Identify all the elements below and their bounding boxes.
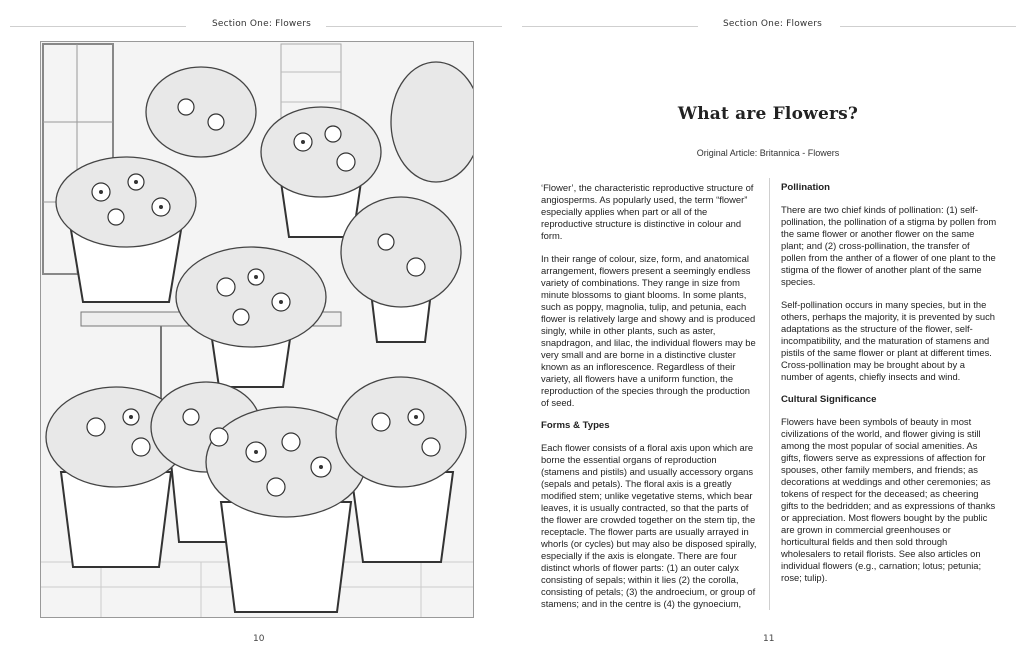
flower-pots-illustration (40, 41, 474, 618)
paragraph: Each flower consists of a floral axis upon which are borne the essential organs of reproduction (stamens and pistils) and usually accessory organs (sepals and petals). The floral axis is a greatly modified stem; unlike vegetative stems, which bear leaves, it is usually contracted, so that the parts of the flower are crowded together on the stem tip, the receptacle. The flower parts are usually arrayed in whorls (or cycles) but may also be disposed spirally, especially if the axis is elongate. There are four distinct whorls of flower parts: (1) an outer calyx consisting of sepals; within it lies (2) the corolla, consisting of petals; (3) the androecium, or group of stamens; and in the centre is (4) the gynoecium, (541, 442, 757, 609)
running-header: Section One: Flowers (723, 19, 822, 29)
paragraph: There are two chief kinds of pollination: (1) self-pollination, the pollination of a stigma by pollen from the same flower or another flower on the same plant; and (2) cross-pollination, the transfer of pollen from the anther of a flower of one plant to the stigma of the flower of another plant of the same species. (781, 204, 997, 287)
page-number: 11 (763, 634, 775, 644)
header-rule (522, 26, 698, 27)
paragraph: Self-pollination occurs in many species, but in the others, perhaps the majority, it is prevented by such adaptations as the structure of the flower, self-incompatibility, and the maturation of stamens and pistils of the same flower or plant at different times. Cross-pollination may be brought about by a number of agents, chiefly insects and wind. (781, 299, 995, 382)
section-heading-cultural-significance: Cultural Significance (781, 394, 877, 405)
header-rule (10, 26, 186, 27)
header-rule (326, 26, 502, 27)
right-page (512, 0, 1024, 662)
running-header: Section One: Flowers (212, 19, 311, 29)
page-number: 10 (253, 634, 265, 644)
paragraph: In their range of colour, size, form, and anatomical arrangement, flowers present a seemingly endless variety of combinations. They range in size from minute blossoms to giant blooms. In some plants, such as poppy, magnolia, tulip, and petunia, each flower is relatively large and showy and is produced singly, while in other plants, such as aster, snapdragon, and lilac, the individual flowers may be very small and are borne in a distinctive cluster known as an inflorescence. Regardless of their variety, all flowers have a uniform function, the reproduction of the species through the production of seed. (541, 253, 756, 408)
text-column-left (541, 182, 757, 621)
header-rule (840, 26, 1016, 27)
section-heading-forms-types: Forms & Types (541, 420, 610, 431)
article-source: Original Article: Britannica - Flowers (696, 148, 840, 158)
column-divider (769, 178, 770, 610)
section-heading-pollination: Pollination (781, 182, 831, 193)
flower-pots-illustration-icon (41, 42, 473, 617)
article-title: What are Flowers? (677, 104, 859, 124)
text-column-right (781, 182, 997, 595)
paragraph: Flowers have been symbols of beauty in most civilizations of the world, and flower giving is still among the most popular of social amenities. As gifts, flowers serve as expressions of affection for spouses, other family members, and friends; as decorations at weddings and other ceremonies; as tokens of respect for the deceased; as cheering gifts to the bedridden; and as expressions of thanks or appreciation. Most flowers bought by the public are grown in commercial greenhouses or horticultural fields and then sold through wholesalers to retail florists. See also articles on individual flowers (e.g., carnation; lotus; petunia; rose; tulip). (781, 416, 996, 583)
paragraph: ‘Flower’, the characteristic reproductive structure of angiosperms. As popularly used, the term “flower” especially applies when part or all of the reproductive structure is distinctive in colour and form. (541, 182, 754, 241)
